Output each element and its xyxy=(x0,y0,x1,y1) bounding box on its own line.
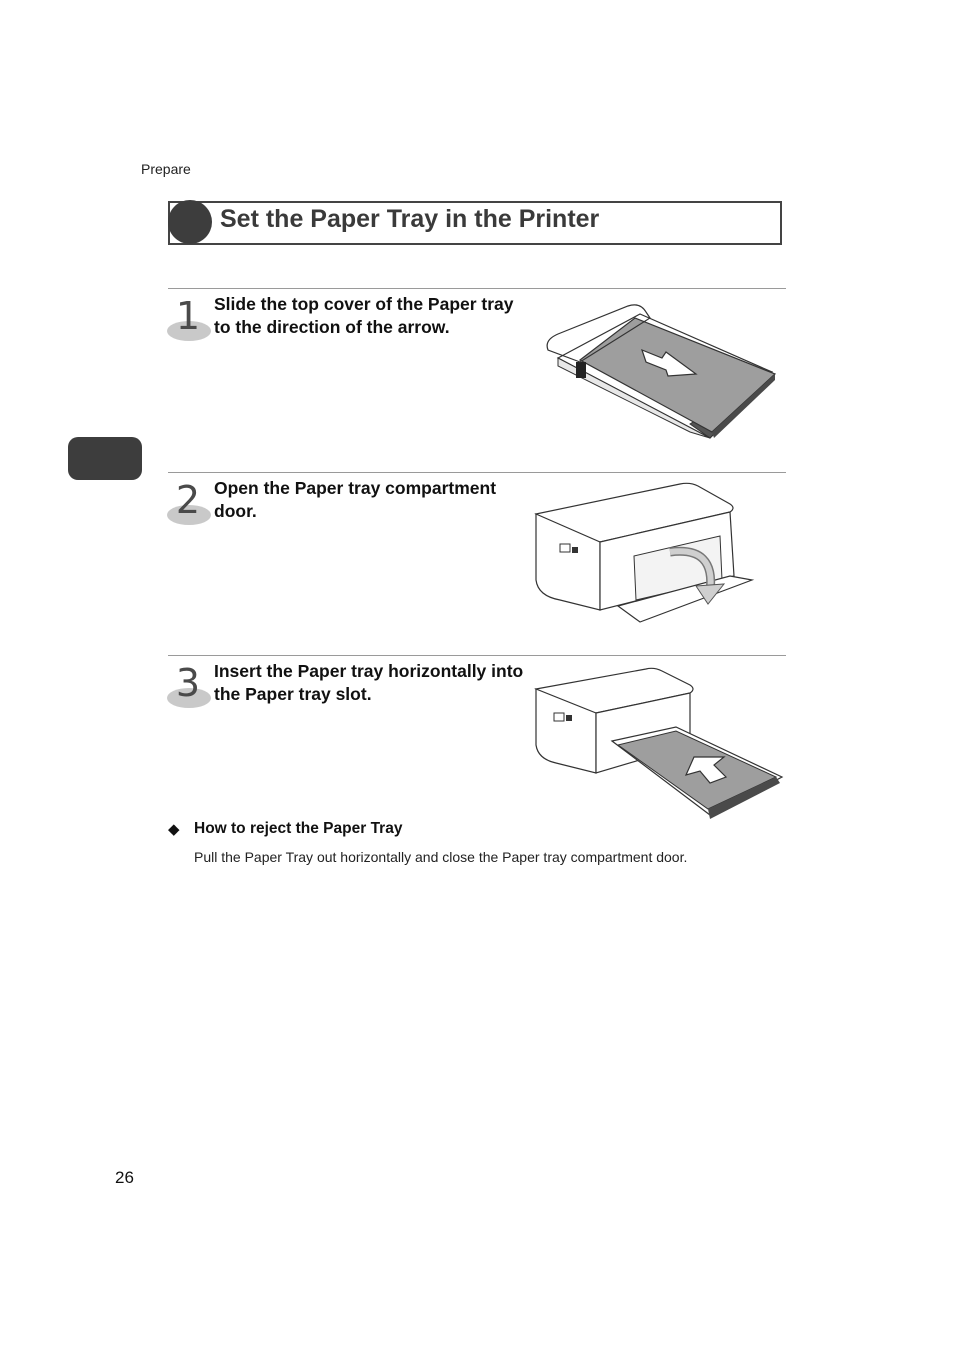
step-number: 3 xyxy=(175,661,201,705)
step-divider xyxy=(168,288,786,289)
printer-open-door-illustration xyxy=(530,480,760,630)
diamond-bullet-icon: ◆ xyxy=(168,821,180,838)
printer-insert-tray-illustration xyxy=(530,665,785,825)
step-number: 1 xyxy=(175,294,201,338)
subsection-heading: How to reject the Paper Tray xyxy=(194,820,403,837)
running-header: Prepare xyxy=(141,161,191,177)
paper-tray-slide-cover-illustration xyxy=(540,300,780,445)
step-divider xyxy=(168,655,786,656)
step-instruction: Slide the top cover of the Paper tray to the direction of the arrow. xyxy=(214,294,514,337)
step-number: 2 xyxy=(175,478,201,522)
page-number: 26 xyxy=(115,1168,134,1187)
step-divider xyxy=(168,472,786,473)
section-marker-circle xyxy=(168,200,212,244)
subsection-body: Pull the Paper Tray out horizontally and close the Paper tray compartment door. xyxy=(194,849,688,865)
page-title: Set the Paper Tray in the Printer xyxy=(220,205,600,233)
chapter-tab xyxy=(68,437,142,480)
step-instruction: Insert the Paper tray horizontally into the Paper tray slot. xyxy=(214,661,524,704)
step-instruction: Open the Paper tray compartment door. xyxy=(214,478,497,521)
